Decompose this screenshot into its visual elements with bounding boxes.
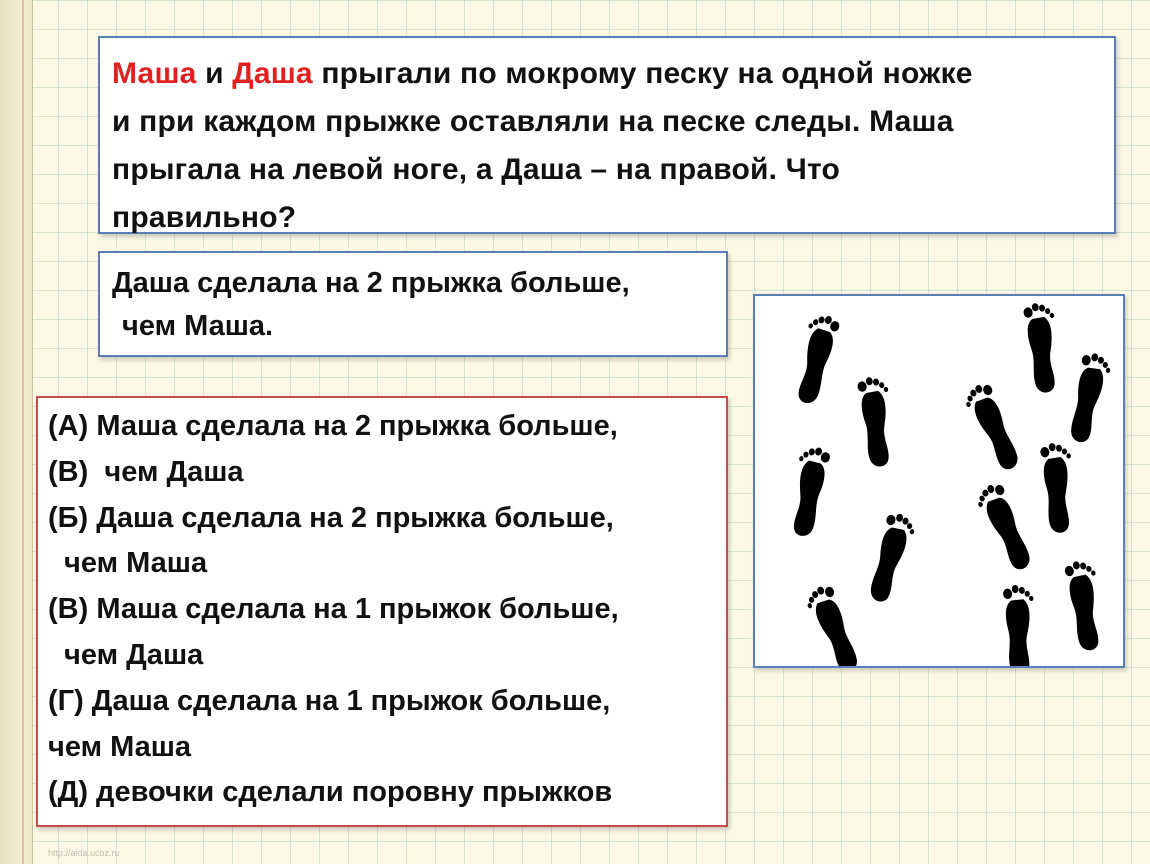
option-line[interactable]: чем Маша (48, 730, 192, 763)
option-line[interactable]: (Г) Даша сделала на 1 прыжок больше, (48, 684, 611, 717)
question-box (98, 36, 1116, 234)
footprint-left (785, 311, 842, 406)
statement-line-2: чем Маша. (122, 310, 274, 342)
name-masha: Маша (112, 57, 197, 90)
question-line-1 (112, 50, 1096, 98)
question-line-4: правильно? (112, 201, 297, 234)
option-line[interactable]: (В) чем Даша (48, 455, 244, 488)
option-line[interactable]: (В) Маша сделала на 1 прыжок больше, (48, 593, 619, 626)
option-line[interactable]: (Б) Даша сделала на 2 прыжка больше, (48, 501, 614, 534)
footprint-right (1021, 300, 1067, 394)
question-line-3: прыгала на левой ноге, а Даша – на правой. Что (112, 153, 841, 186)
option-line[interactable]: чем Маша (56, 547, 208, 580)
options-box (36, 396, 728, 827)
footprint-right (1001, 583, 1041, 666)
footprints-image (753, 294, 1125, 668)
footprints-icon (755, 296, 1123, 666)
question-line-2: и при каждом прыжке оставляли на песке следы. Маша (112, 105, 954, 138)
option-line[interactable]: чем Даша (56, 638, 204, 671)
question-and: и (196, 57, 233, 90)
footprint-right (1070, 352, 1113, 445)
footprint-left (781, 444, 832, 539)
name-dasha: Даша (232, 57, 313, 90)
notebook-margin (0, 0, 33, 864)
margin-line (22, 0, 24, 864)
option-line[interactable]: (А) Маша сделала на 2 прыжка больше, (48, 410, 618, 442)
statement-box (98, 251, 728, 357)
footprint-left (961, 381, 1021, 476)
watermark: http://aida.ucoz.ru (48, 848, 120, 858)
statement-line-1: Даша сделала на 2 прыжка больше, (112, 267, 630, 299)
footprint-right (1038, 441, 1081, 534)
footprint-left (803, 583, 860, 666)
footprint-right (869, 511, 918, 605)
footprint-right (1062, 558, 1111, 652)
question-line-1-rest: прыгали по мокрому песку на одной ножке (312, 57, 973, 90)
footprint-left (973, 481, 1033, 576)
footprint-right (855, 374, 901, 468)
option-line[interactable]: (Д) девочки сделали поровну прыжков (48, 776, 613, 809)
